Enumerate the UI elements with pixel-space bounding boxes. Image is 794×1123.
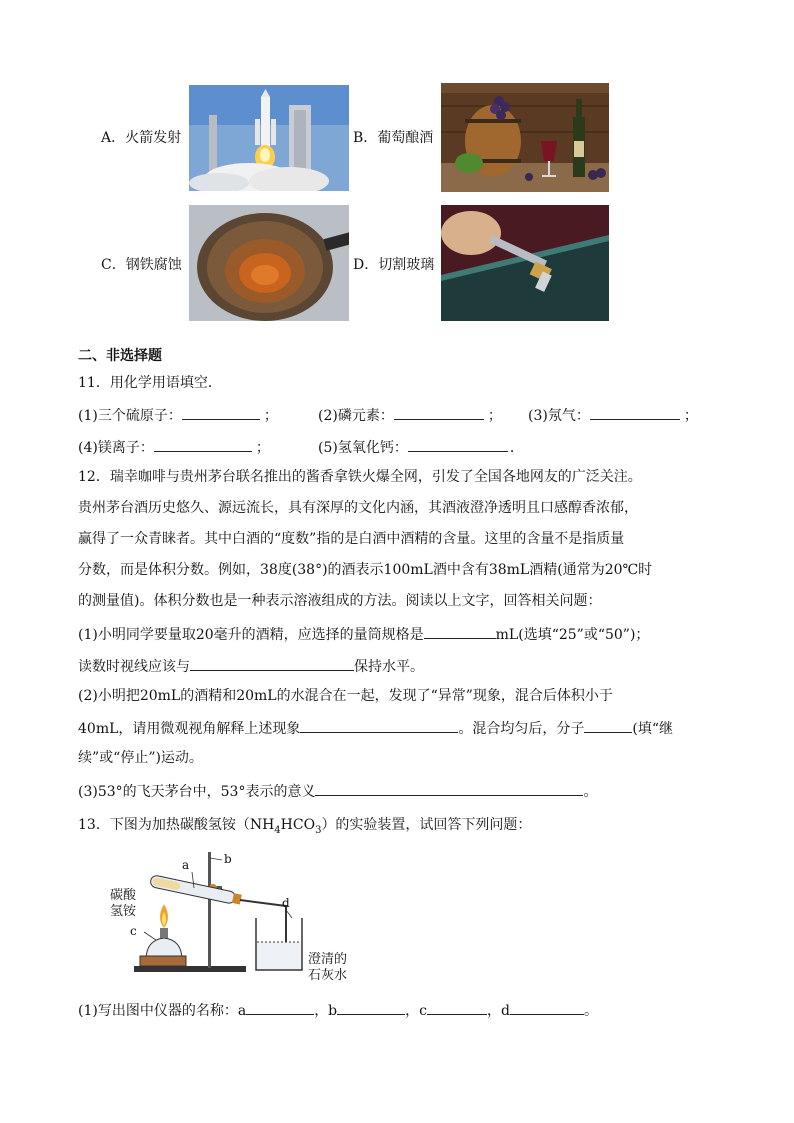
label-a: a — [182, 858, 190, 872]
q12-sub3 — [78, 781, 597, 801]
q13-sub1 — [78, 1000, 598, 1020]
option-c-label: C．钢铁腐蚀 — [101, 257, 182, 273]
apparatus-diagram — [106, 848, 366, 983]
q11-answer-1[interactable] — [182, 405, 260, 420]
q12-answer-4[interactable] — [584, 718, 632, 733]
q13-answer-a[interactable] — [246, 1000, 314, 1015]
lamp-wick — [160, 928, 168, 938]
grape-wine-photo — [441, 83, 609, 192]
q11-part3-text: (3)氖气： — [528, 408, 590, 424]
label-c: c — [130, 924, 137, 938]
label-limewater-2: 石灰水 — [308, 968, 348, 983]
q12-answer-2[interactable] — [190, 656, 354, 671]
section-title: 二、非选择题 — [78, 348, 162, 364]
q11-answer-5[interactable] — [408, 437, 508, 452]
q11-part2 — [318, 405, 502, 425]
q11-end: ． — [509, 440, 524, 456]
stand-rod — [208, 852, 211, 968]
rocket-launch-photo — [189, 85, 349, 191]
q12-sub2-mid: 。混合均匀后，分子 — [458, 721, 585, 737]
q12-line-4: 分数，而是体积分数。例如，38度(38°)的酒表示100mL酒中含有38mL酒精(通常为20℃时 — [78, 562, 653, 578]
q12-answer-5[interactable] — [315, 781, 583, 796]
q12-sub3-end: 。 — [583, 784, 598, 800]
q11-part5 — [318, 437, 524, 457]
q12-sub1-text2: 读数时视线应该与 — [78, 659, 190, 675]
q11-sep: ； — [263, 408, 278, 424]
q12-sub2-text: 40mL，请用微观视角解释上述现象 — [78, 721, 301, 737]
q12-sub1-text: (1)小明同学要量取20毫升的酒精，应选择的量筒规格是 — [78, 627, 424, 643]
option-d-label: D．切割玻璃 — [353, 257, 435, 273]
q11-part4 — [78, 437, 270, 457]
test-tube — [150, 875, 242, 906]
lamp-block — [140, 956, 186, 966]
q12-answer-1[interactable] — [424, 624, 496, 639]
label-c-line — [144, 932, 156, 940]
q12-sub2-line2 — [78, 718, 673, 738]
q11-answer-2[interactable] — [394, 405, 484, 420]
q12-sub2-fill: (填“继 — [632, 721, 674, 737]
q11-part3 — [528, 405, 698, 425]
option-a-label: A．火箭发射 — [101, 130, 182, 146]
q11-part1 — [78, 405, 278, 425]
q12-sub1-end: 保持水平。 — [354, 659, 424, 675]
q13-sep-c: ，c — [405, 1003, 427, 1019]
q11-part5-text: (5)氢氧化钙： — [318, 440, 408, 456]
q13-end: 。 — [583, 1003, 598, 1019]
label-limewater-1: 澄清的 — [308, 952, 348, 967]
q12-sub3-text: (3)53°的飞天茅台中，53°表示的意义 — [78, 784, 316, 800]
q11-sep: ； — [683, 408, 698, 424]
q13-answer-c[interactable] — [427, 1000, 487, 1015]
q13-sub3: 3 — [315, 824, 322, 836]
option-b-label: B．葡萄酿酒 — [353, 130, 434, 146]
label-d: d — [282, 896, 290, 910]
q12-line-1: 12．瑞幸咖啡与贵州茅台联名推出的酱香拿铁火爆全网，引发了全国各地网友的广泛关注。 — [78, 469, 642, 485]
q12-sub1-unit: mL(选填“25”或“50”)； — [495, 627, 650, 643]
label-b-line — [210, 858, 222, 860]
q13-sep-b: ，b — [314, 1003, 338, 1019]
q13-sub1-text: (1)写出图中仪器的名称：a — [78, 1003, 247, 1019]
q12-sub2-line1: (2)小明把20mL的酒精和20mL的水混合在一起，发现了“异常”现象，混合后体积小于 — [78, 688, 613, 704]
label-b: b — [224, 852, 232, 866]
q13-sub4: 4 — [274, 824, 281, 836]
q13-answer-b[interactable] — [337, 1000, 405, 1015]
limewater — [257, 942, 301, 969]
q12-answer-3[interactable] — [300, 718, 458, 733]
q11-part2-text: (2)磷元素： — [318, 408, 394, 424]
label-reagent-1: 碳酸 — [110, 888, 137, 903]
glass-cutting-photo — [441, 205, 609, 321]
q13-stem-a: 13．下图为加热碳酸氢铵（NH — [78, 817, 275, 833]
q11-stem: 11．用化学用语填空． — [78, 375, 222, 391]
q11-answer-4[interactable] — [154, 437, 252, 452]
delivery-tube — [240, 900, 286, 948]
q11-sep: ； — [487, 408, 502, 424]
q13-sep-d: ，d — [487, 1003, 510, 1019]
q12-line-2: 贵州茅台酒历史悠久、源远流长，具有深厚的文化内涵，其酒液澄净透明且口感醇香浓郁， — [78, 500, 638, 516]
stand-base — [134, 966, 246, 972]
q12-line-3: 赢得了一众青睐者。其中白酒的“度数”指的是白酒中酒精的含量。这里的含量不是指质量 — [78, 531, 625, 547]
q12-sub2-line3: 续”或“停止”)运动。 — [78, 750, 203, 766]
q12-line-5: 的测量值)。体积分数也是一种表示溶液组成的方法。阅读以上文字，回答相关问题： — [78, 593, 602, 609]
q12-sub1-line2 — [78, 656, 424, 676]
q13-stem-b: HCO — [280, 817, 316, 833]
q11-sep: ； — [255, 440, 270, 456]
q12-sub1-line1 — [78, 624, 649, 644]
q13-stem-c: ）的实验装置，试回答下列问题： — [321, 817, 532, 833]
q11-answer-3[interactable] — [590, 405, 680, 420]
q11-part1-text: (1)三个硫原子： — [78, 408, 182, 424]
q13-stem — [78, 816, 531, 840]
label-reagent-2: 氢铵 — [110, 904, 137, 919]
q11-part4-text: (4)镁离子： — [78, 440, 154, 456]
rusty-pan-photo — [189, 205, 349, 321]
q13-answer-d[interactable] — [510, 1000, 584, 1015]
